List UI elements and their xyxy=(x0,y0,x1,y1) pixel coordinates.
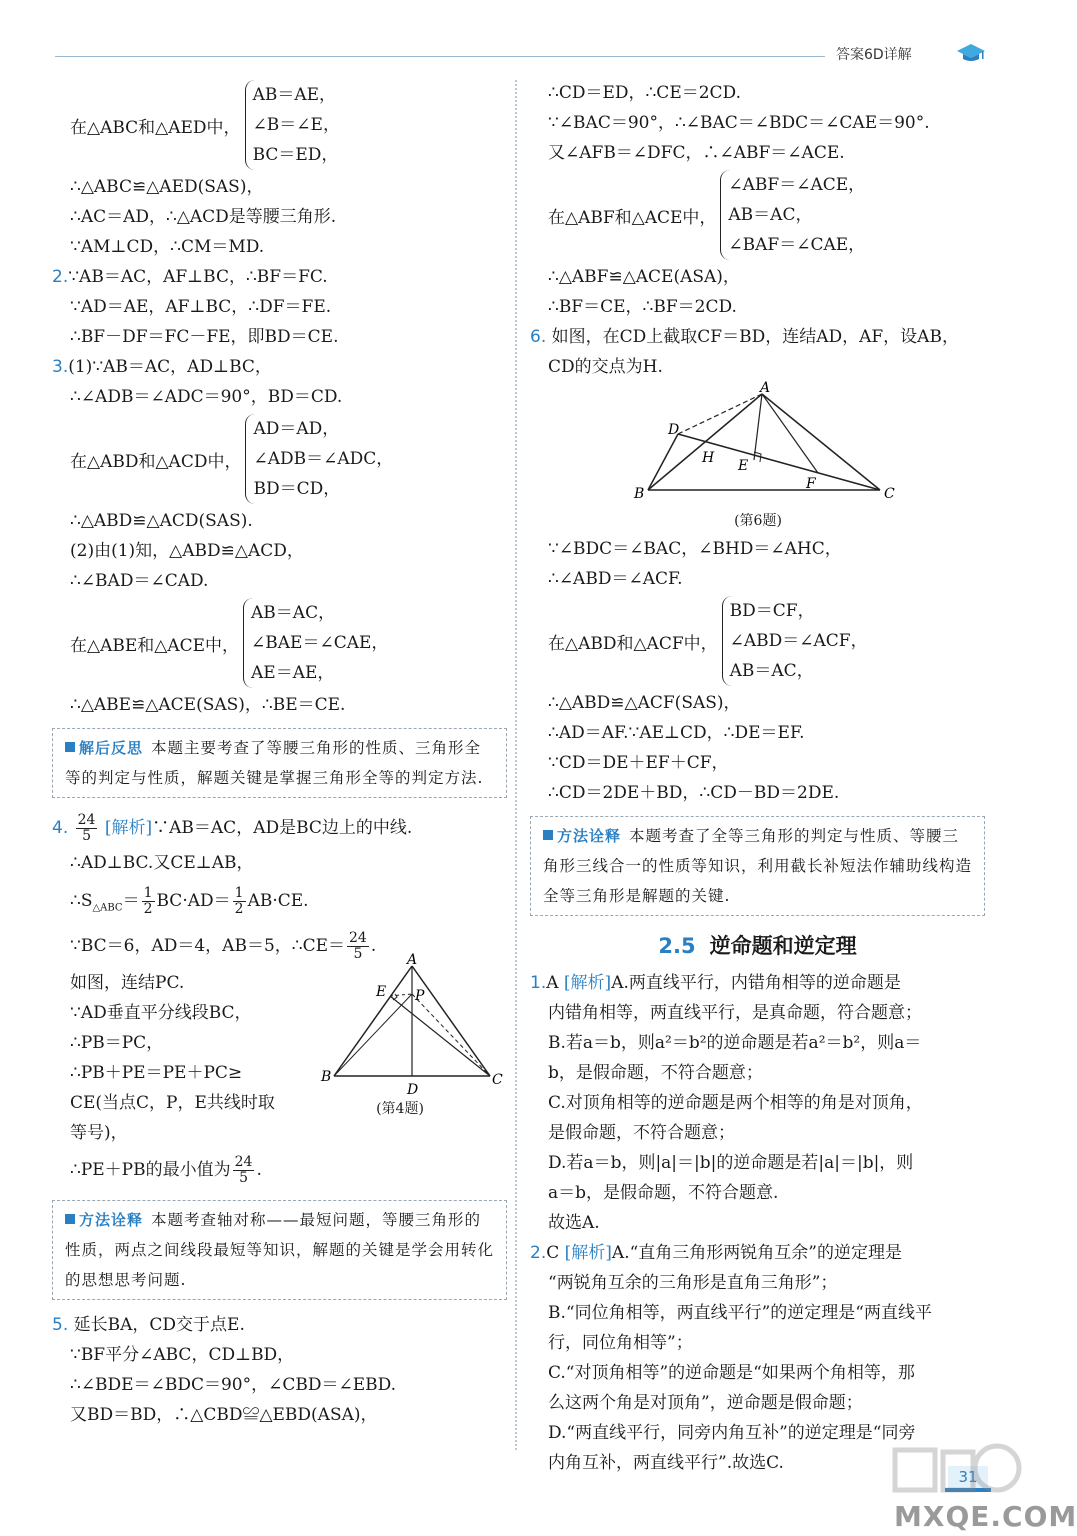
text-line: ∴∠BDE＝∠BDC＝90°，∠CBD＝∠EBD. xyxy=(70,1375,397,1395)
text-line: 又BD＝BD，∴△CBD≌△EBD(ASA)， xyxy=(70,1405,378,1425)
text-line: ∴AC＝AD，∴△ACD是等腰三角形. xyxy=(70,207,337,227)
brace-group: AD＝AD， ∠ADB＝∠ADC， BD＝CD， xyxy=(245,414,393,504)
text-line: ∴△ABD≌△ACD(SAS). xyxy=(70,511,253,531)
text-line: 是假命题，不符合题意； xyxy=(548,1123,735,1143)
text-line: C.“对顶角相等”的逆命题是“如果两个角相等，那 xyxy=(548,1363,915,1383)
right-column xyxy=(530,78,985,1478)
brace-block: 在△ABD和△ACF中， BD＝CF， ∠ABD＝∠ACF， AB＝AC， xyxy=(530,596,985,686)
brace-group: ∠ABF＝∠ACE， AB＝AC， ∠BAF＝∠CAE， xyxy=(720,170,865,260)
figure-q4 xyxy=(320,954,510,1118)
watermark-text: MXQE.COM xyxy=(894,1500,1077,1533)
text-line: B.“同位角相等，两直线平行”的逆定理是“两直线平 xyxy=(548,1303,932,1323)
method-note xyxy=(52,1200,507,1300)
text-line: ∴△ABF≌△ACE(ASA)， xyxy=(548,267,740,287)
text-line: “两锐角互余的三角形是直角三角形”； xyxy=(548,1273,838,1293)
question-5: 5. 延长BA，CD交于点E. xyxy=(52,1315,245,1335)
section-question-1: 1.A [解析]A.两直线平行，内错角相等的逆命题是 xyxy=(530,973,901,993)
brace-block: 在△ABF和△ACE中， ∠ABF＝∠ACE， AB＝AC， ∠BAF＝∠CAE， xyxy=(530,170,985,260)
text-line: 如图，连结PC. xyxy=(70,973,185,993)
question-2: 2.∵AB＝AC，AF⊥BC，∴BF＝FC. xyxy=(52,267,328,287)
text-line: C.对顶角相等的逆命题是两个相等的角是对顶角， xyxy=(548,1093,923,1113)
text-line: ∴△ABD≌△ACF(SAS)， xyxy=(548,693,741,713)
left-column xyxy=(52,78,507,1430)
text-line: ∵∠BAC＝90°，∴∠BAC＝∠BDC＝∠CAE＝90°. xyxy=(548,113,930,133)
text-line: 等号)， xyxy=(70,1123,128,1143)
text-line: ∵CD＝DE＋EF＋CF， xyxy=(548,753,729,773)
q4-body xyxy=(52,952,507,1148)
square-bullet-icon xyxy=(543,830,553,840)
text-line: ∵BF平分∠ABC，CD⊥BD， xyxy=(70,1345,295,1365)
text-line: 故选A. xyxy=(548,1213,600,1233)
brace-block: 在△ABC和△AED中， AB＝AE， ∠B＝∠E， BC＝ED， xyxy=(52,80,507,170)
text-line: ∵AD垂直平分线段BC， xyxy=(70,1003,252,1023)
text-line: ∴PB＋PE＝PE＋PC≥ xyxy=(70,1063,243,1083)
method-note xyxy=(530,816,985,916)
text-line: CD的交点为H. xyxy=(548,357,663,377)
text-line: 么这两个角是对顶角”，逆命题是假命题； xyxy=(548,1393,863,1413)
text-line: D.若a＝b，则|a|＝|b|的逆命题是若|a|＝|b|，则 xyxy=(548,1153,914,1173)
text-line: ∵AD＝AE，AF⊥BC，∴DF＝FE. xyxy=(70,297,332,317)
text-line: ∴AD⊥BC.又CE⊥AB， xyxy=(70,853,254,873)
header-title: 答案6D详解 xyxy=(836,47,912,63)
square-bullet-icon xyxy=(65,742,75,752)
note-text: 本题考查了全等三角形的判定与性质、等腰三角形三线合一的性质等知识，利用截长补短法作辅助线构造全等三角形是解题的关键. xyxy=(543,827,973,905)
figure-caption: (第4题) xyxy=(376,1101,424,1117)
label-b: B xyxy=(634,486,645,502)
text-line: 行，同位角相等”； xyxy=(548,1333,693,1353)
fraction: $\frac{24}{5}$ xyxy=(234,1154,253,1186)
question-3: 3.(1)∵AB＝AC，AD⊥BC， xyxy=(52,357,272,377)
fraction: $\frac{24}{5}$ xyxy=(349,930,367,962)
text-line: ∴CD＝ED，∴CE＝2CD. xyxy=(548,83,741,103)
fraction: $\frac{1}{2}$ xyxy=(143,885,153,917)
label-f: F xyxy=(806,476,816,492)
page-number: 31 xyxy=(948,1466,988,1488)
label-h: H xyxy=(702,450,715,466)
section-question-2: 2.C [解析]A.“直角三角形两锐角互余”的逆定理是 xyxy=(530,1243,902,1263)
text-line: a＝b，是假命题，不符合题意. xyxy=(548,1183,779,1203)
text-line: ∵BC＝6，AD＝4，AB＝5，∴CE＝ $\frac{24}{5}$ . xyxy=(70,930,377,962)
note-text: 本题考查轴对称——最短问题，等腰三角形的性质，两点之间线段最短等知识，解题的关键是学会用转化的思想思考问题. xyxy=(65,1211,495,1289)
label-e: E xyxy=(738,458,749,474)
text-line: 内错角相等，两直线平行，是真命题，符合题意； xyxy=(548,1003,922,1023)
brace-group: AB＝AE， ∠B＝∠E， BC＝ED， xyxy=(245,80,340,170)
text-line: (2)由(1)知，△ABD≌△ACD， xyxy=(70,541,304,561)
figure-q6-diagram xyxy=(630,382,910,510)
text-line: ∴PB＝PC， xyxy=(70,1033,164,1053)
text-line: ∴AD＝AF.∵AE⊥CD，∴DE＝EF. xyxy=(548,723,805,743)
text-line: CE(当点C，P，E共线时取 xyxy=(70,1093,275,1113)
text-line: b，是假命题，不符合题意； xyxy=(548,1063,763,1083)
text-line: D.“两直线平行，同旁内角互补”的逆定理是“同旁 xyxy=(548,1423,916,1443)
text-line: ∴BF＝CE，∴BF＝2CD. xyxy=(548,297,737,317)
brace-group: AB＝AC， ∠BAE＝∠CAE， AE＝AE， xyxy=(243,598,388,688)
figure-q6 xyxy=(630,382,910,534)
section-heading: 2.5 逆命题和逆定理 xyxy=(658,934,857,958)
label-d: D xyxy=(668,422,680,438)
label-a: A xyxy=(760,380,771,396)
text-line: 又∠AFB＝∠DFC，∴∠ABF＝∠ACE. xyxy=(548,143,845,163)
text-line: ∴BF－DF＝FC－FE，即BD＝CE. xyxy=(70,327,339,347)
text-line: ∴△ABE≌△ACE(SAS)，∴BE＝CE. xyxy=(70,695,346,715)
column-divider xyxy=(515,80,517,1450)
note-title: 解后反思 xyxy=(65,739,143,757)
square-bullet-icon xyxy=(65,1214,75,1224)
text-line: ∴∠ABD＝∠ACF. xyxy=(548,569,683,589)
label-b: B xyxy=(321,1069,332,1085)
text-line: ∴CD＝2DE＋BD，∴CD－BD＝2DE. xyxy=(548,783,840,803)
note-text: 本题主要考查了等腰三角形的性质、三角形全等的判定与性质，解题关键是掌握三角形全等的判定方法. xyxy=(65,739,484,787)
fraction: $\frac{24}{5}$ xyxy=(77,812,96,844)
label-p: P xyxy=(415,988,425,1004)
brace-block: 在△ABE和△ACE中， AB＝AC， ∠BAE＝∠CAE， AE＝AE， xyxy=(52,598,507,688)
text-line: ∴∠ADB＝∠ADC＝90°，BD＝CD. xyxy=(70,387,343,407)
text-line: 内角互补，两直线平行”.故选C. xyxy=(548,1453,784,1473)
label-d: D xyxy=(407,1082,419,1098)
text-line: ∴∠BAD＝∠CAD. xyxy=(70,571,209,591)
label-c: C xyxy=(492,1072,503,1088)
reflection-note xyxy=(52,728,507,798)
text-line: ∵AM⊥CD，∴CM＝MD. xyxy=(70,237,265,257)
text-line: ∴PE＋PB的最小值为 $\frac{24}{5}$ . xyxy=(70,1154,262,1186)
question-6: 6. 如图，在CD上截取CF＝BD，连结AD，AF，设AB， xyxy=(530,327,959,347)
figure-q4-diagram xyxy=(320,954,510,1106)
text-line: ∵∠BDC＝∠BAC，∠BHD＝∠AHC， xyxy=(548,539,842,559)
text-line: B.若a＝b，则a²＝b²的逆命题是若a²＝b²，则a＝ xyxy=(548,1033,922,1053)
brace-group: BD＝CF， ∠ABD＝∠ACF， AB＝AC， xyxy=(722,596,868,686)
label-a: A xyxy=(407,952,418,968)
label-e: E xyxy=(376,984,387,1000)
note-title: 方法诠释 xyxy=(543,827,621,845)
fraction: $\frac{1}{2}$ xyxy=(234,885,244,917)
header-rule xyxy=(55,56,825,57)
figure-caption: (第6题) xyxy=(734,513,782,529)
area-formula: $\therefore S_{\triangle ABC}=$ $\frac{1}{2}$ BC·AD＝ $\frac{1}{2}$ AB·CE. xyxy=(70,885,309,917)
question-4: 4. $\frac{24}{5}$ [解析]∵AB＝AC，AD是BC边上的中线. xyxy=(52,812,413,844)
note-title: 方法诠释 xyxy=(65,1211,143,1229)
label-c: C xyxy=(884,486,895,502)
text-line: ∴△ABC≌△AED(SAS)， xyxy=(70,177,264,197)
brace-block: 在△ABD和△ACD中， AD＝AD， ∠ADB＝∠ADC， BD＝CD， xyxy=(52,414,507,504)
graduation-cap-icon xyxy=(956,42,986,69)
